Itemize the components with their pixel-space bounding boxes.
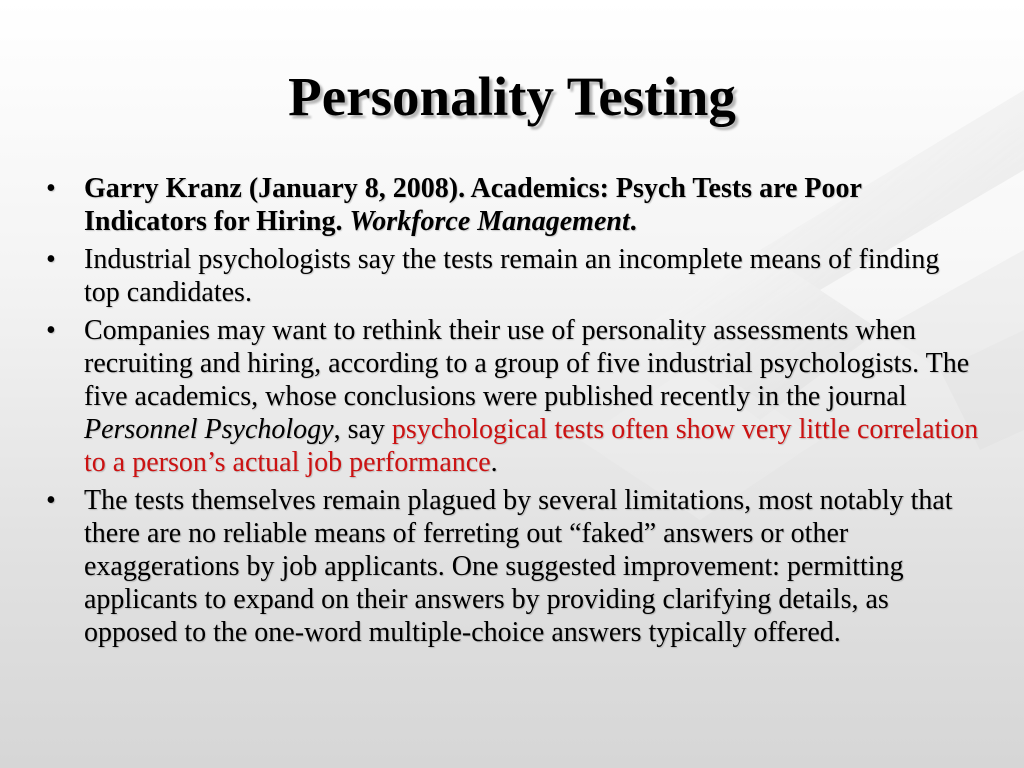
bullet-glyph: • [46,315,56,346]
bullet-item-industrial [46,243,981,309]
bullet-text: Companies may want to rethink their use of personality assessments when recruiting and hiring, according to a group of five industrial psychologists. The five academics, whose conclusions were published recently in the journal [84,315,970,412]
bullet-item-companies [46,314,981,479]
bullet-glyph: • [46,173,56,204]
bullet-glyph: • [46,485,56,516]
bullet-list [46,172,981,654]
bullet-text: Industrial psychologists say the tests remain an incomplete means of finding top candidates. [84,244,940,308]
bullet-text-mid: , say [333,414,392,445]
slide-title: Personality Testing [288,66,736,127]
highlighted-finding: psychological tests often show very little correlation to a person’s actual job performance [84,414,979,478]
citation-end: . [629,206,637,237]
bullet-glyph: • [46,244,56,275]
citation-journal: Workforce Management [349,206,630,237]
bullet-text: The tests themselves remain plagued by several limitations, most notably that there are no reliable means of ferreting out “faked” answers or other exaggerations by job applicants. One suggested improvement: permitting applicants to expand on their answers by providing clarifying details, as opposed to the one-word multiple-choice answers typically offered. [84,485,953,648]
journal-name: Personnel Psychology [84,414,334,445]
citation-text: Garry Kranz (January 8, 2008). Academics: Psych Tests are Poor Indicators for Hiring. [84,173,862,237]
bullet-text-end: . [490,447,498,478]
bullet-item-limitations [46,484,981,649]
bullet-item-citation [46,172,981,238]
